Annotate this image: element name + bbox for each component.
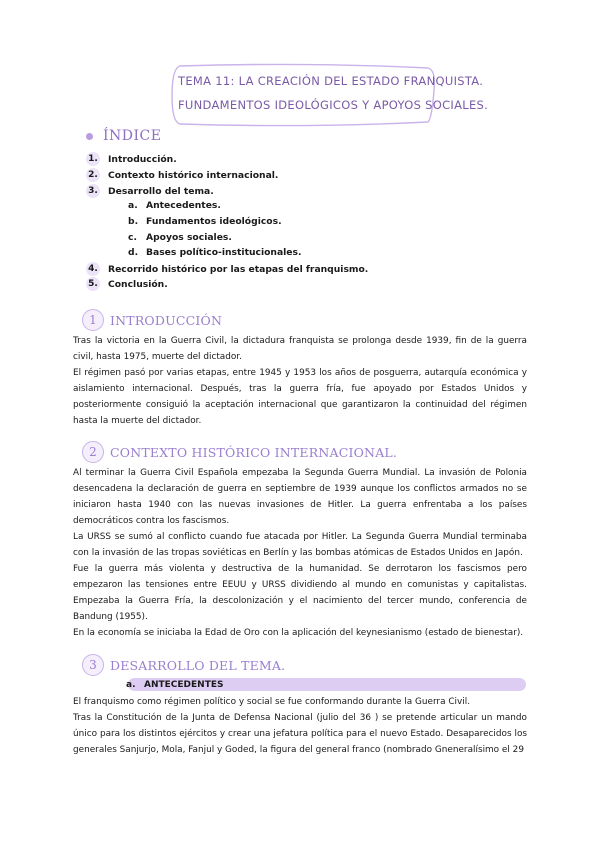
section-title: DESARROLLO DEL TEMA. [110, 657, 286, 673]
title-line-1: TEMA 11: LA CREACIÓN DEL ESTADO FRANQUISTA. [178, 74, 484, 88]
toc-label: Contexto histórico internacional. [108, 169, 279, 181]
toc-letter: a. [128, 200, 138, 211]
toc-number: 2. [86, 168, 100, 182]
toc-item-4[interactable] [86, 262, 368, 276]
bullet-icon [86, 133, 93, 140]
toc-item-5[interactable] [86, 277, 168, 291]
section-number: 1 [82, 309, 104, 331]
paragraph: El régimen pasó por varias etapas, entre 1945 y 1953 los años de posguerra, autarquía económica y aislamiento internacional. Después, tras la guerra fría, fue apoyado por Estados Unidos y posteriormente consiguió la aceptación internacional que garantizaron la continuidad del régimen hasta la muerte del dictador. [73, 368, 527, 426]
toc-label: Recorrido histórico por las etapas del franquismo. [108, 263, 369, 275]
paragraph: Fue la guerra más violenta y destructiva de la humanidad. Se derrotaron los fascismos pero empezaron las tensiones entre EEUU y URSS dividiendo al mundo en comunistas y capitalistas. Empezaba la Guerra Fría, la descolonización y el nacimiento del tercer mundo, conferencia de Bandung (1955). [73, 564, 527, 622]
toc-letter: b. [128, 216, 139, 227]
toc-number: 3. [86, 184, 100, 198]
paragraph: La URSS se sumó al conflicto cuando fue atacada por Hitler. La Segunda Guerra Mundial terminaba con la invasión de las tropas soviéticas en Berlín y las bombas atómicas de Estados Unidos en Japón. [73, 532, 527, 558]
paragraph: En la economía se iniciaba la Edad de Oro con la aplicación del keynesianismo (estado de bienestar). [73, 628, 524, 638]
section-heading-3 [82, 654, 285, 676]
section-title: INTRODUCCIÓN [110, 312, 223, 328]
toc-sublabel: Bases político-institucionales. [146, 247, 302, 258]
toc-sublabel: Antecedentes. [146, 200, 221, 211]
subheading-letter: a. [126, 679, 136, 690]
paragraph: Tras la victoria en la Guerra Civil, la dictadura franquista se prolonga desde 1939, fin de la guerra civil, hasta 1975, muerte del dictador. [73, 336, 527, 362]
toc-label: Introducción. [108, 153, 177, 165]
toc-number: 4. [86, 262, 100, 276]
toc-subitem-a[interactable] [128, 200, 221, 211]
title-frame-icon [166, 60, 489, 132]
toc-item-2[interactable] [86, 168, 278, 182]
toc-label: Conclusión. [108, 278, 168, 290]
toc-subitem-b[interactable] [128, 216, 282, 227]
toc-sublabel: Fundamentos ideológicos. [146, 216, 282, 227]
section-heading-2 [82, 441, 397, 463]
toc-sublabel: Apoyos sociales. [146, 232, 232, 243]
toc-subitem-c[interactable] [128, 232, 232, 243]
index-heading [86, 128, 161, 144]
section-title: CONTEXTO HISTÓRICO INTERNACIONAL. [110, 444, 398, 460]
subheading-label: ANTECEDENTES [144, 679, 224, 690]
toc-item-3[interactable] [86, 184, 214, 198]
section-heading-1 [82, 309, 222, 331]
toc-label: Desarrollo del tema. [108, 185, 214, 197]
toc-subitem-d[interactable] [128, 247, 302, 258]
toc-letter: c. [128, 232, 137, 243]
paragraph: Al terminar la Guerra Civil Española empezaba la Segunda Guerra Mundial. La invasión de Polonia desencadena la declaración de guerra en septiembre de 1939 aunque los conflictos armados no se iniciaron hasta 1940 con las nuevas invasiones de Hitler. La guerra enfrentaba a los países democráticos contra los fascismos. [73, 468, 527, 526]
paragraph: El franquismo como régimen político y social se fue conformando durante la Guerra Civil. [73, 697, 471, 707]
toc-item-1[interactable] [86, 152, 177, 166]
title-line-2: FUNDAMENTOS IDEOLÓGICOS Y APOYOS SOCIALES. [178, 98, 489, 112]
section-number: 3 [82, 654, 104, 676]
index-title: ÍNDICE [103, 128, 162, 144]
section-number: 2 [82, 441, 104, 463]
toc-letter: d. [128, 247, 139, 258]
title-box [166, 60, 489, 130]
subheading-antecedentes [128, 678, 526, 691]
toc-number: 5. [86, 277, 100, 291]
paragraph: Tras la Constitución de la Junta de Defensa Nacional (julio del 36 ) se pretende articular un mando único para los distintos ejércitos y crear una jefatura política para el nuevo Estado. Desaparecidos los generales Sanjurjo, Mola, Fanjul y Goded, la figura del general franco (nombrado Gneneralísimo el 29 [73, 713, 527, 755]
toc-number: 1. [86, 152, 100, 166]
